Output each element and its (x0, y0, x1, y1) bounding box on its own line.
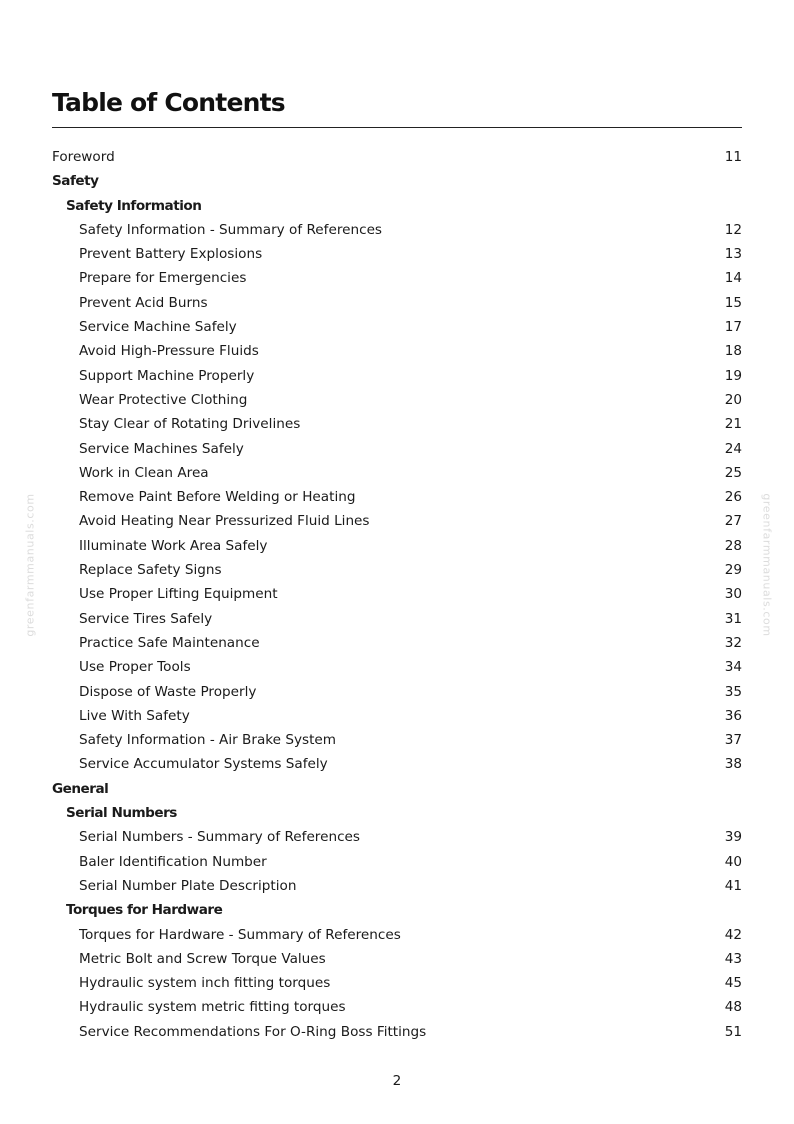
toc-subsection-heading[interactable] (52, 898, 742, 922)
toc-entry-title: Work in Clean Area (79, 464, 209, 481)
toc-entry-page: 31 (724, 610, 742, 627)
toc-entry-title: Service Machine Safely (79, 319, 237, 336)
toc-entry[interactable] (52, 509, 742, 533)
toc-entry-page: 12 (724, 221, 742, 238)
toc-section-heading[interactable] (52, 169, 742, 193)
toc-entry[interactable] (52, 485, 742, 509)
toc-entry-title: Prepare for Emergencies (79, 270, 247, 287)
toc-entry[interactable] (52, 315, 742, 339)
toc-entry[interactable] (52, 607, 742, 631)
toc-entry-page: 24 (724, 440, 742, 457)
toc-entry[interactable] (52, 971, 742, 995)
toc-entry-title: Support Machine Properly (79, 367, 255, 384)
toc-entry[interactable] (52, 728, 742, 752)
toc-entry[interactable] (52, 704, 742, 728)
toc-entry[interactable] (52, 923, 742, 947)
toc-entry-page: 14 (724, 270, 742, 287)
toc-entry-title: Prevent Acid Burns (79, 294, 208, 311)
toc-entry-page: 25 (724, 464, 742, 481)
toc-entry-title: Live With Safety (79, 707, 190, 724)
toc-entry-title: Safety Information (66, 197, 202, 214)
toc-entry-title: Use Proper Tools (79, 659, 191, 676)
table-of-contents (52, 145, 742, 1044)
toc-entry[interactable] (52, 534, 742, 558)
toc-entry[interactable] (52, 752, 742, 776)
toc-entry-title: Stay Clear of Rotating Drivelines (79, 416, 301, 433)
toc-entry[interactable] (52, 437, 742, 461)
toc-entry[interactable] (52, 558, 742, 582)
toc-entry-title: Torques for Hardware - Summary of References (79, 926, 401, 943)
toc-entry-page: 29 (724, 562, 742, 579)
toc-entry-title: Service Tires Safely (79, 610, 213, 627)
toc-entry-title: Dispose of Waste Properly (79, 683, 257, 700)
toc-entry[interactable] (52, 850, 742, 874)
toc-entry-page: 40 (724, 853, 742, 870)
toc-entry-page: 15 (724, 294, 742, 311)
toc-entry-page: 45 (724, 975, 742, 992)
toc-entry-title: Serial Number Plate Description (79, 877, 297, 894)
toc-entry[interactable] (52, 582, 742, 606)
toc-entry-title: Serial Numbers (66, 805, 177, 822)
toc-entry[interactable] (52, 947, 742, 971)
toc-entry-page: 21 (724, 416, 742, 433)
toc-entry-page: 38 (724, 756, 742, 773)
toc-entry[interactable] (52, 145, 742, 169)
toc-entry-title: General (52, 780, 109, 797)
toc-entry[interactable] (52, 339, 742, 363)
toc-entry[interactable] (52, 388, 742, 412)
toc-entry-title: Safety (52, 173, 99, 190)
toc-entry-title: Practice Safe Maintenance (79, 634, 260, 651)
toc-entry[interactable] (52, 364, 742, 388)
toc-entry-page: 17 (724, 319, 742, 336)
toc-entry-page: 11 (724, 149, 742, 165)
toc-entry-title: Baler Identification Number (79, 853, 267, 870)
page-title: Table of Contents (52, 88, 285, 117)
toc-entry-title: Foreword (52, 149, 115, 165)
toc-entry-title: Safety Information - Air Brake System (79, 732, 337, 749)
toc-entry-page: 26 (724, 489, 742, 506)
toc-entry-title: Use Proper Lifting Equipment (79, 586, 278, 603)
toc-entry-title: Replace Safety Signs (79, 562, 222, 579)
toc-entry-page: 48 (724, 999, 742, 1016)
toc-entry[interactable] (52, 874, 742, 898)
toc-entry[interactable] (52, 291, 742, 315)
toc-entry-title: Remove Paint Before Welding or Heating (79, 489, 356, 506)
toc-entry-title: Service Accumulator Systems Safely (79, 756, 328, 773)
toc-entry-title: Avoid Heating Near Pressurized Fluid Lines (79, 513, 370, 530)
toc-entry-title: Hydraulic system metric fitting torques (79, 999, 346, 1016)
toc-entry-title: Service Machines Safely (79, 440, 244, 457)
toc-entry-page: 30 (724, 586, 742, 603)
toc-entry-title: Avoid High-Pressure Fluids (79, 343, 259, 360)
toc-entry-title: Prevent Battery Explosions (79, 246, 263, 263)
toc-entry-page: 13 (724, 246, 742, 263)
toc-entry[interactable] (52, 995, 742, 1019)
toc-entry-page: 43 (724, 950, 742, 967)
toc-entry[interactable] (52, 412, 742, 436)
toc-subsection-heading[interactable] (52, 801, 742, 825)
toc-subsection-heading[interactable] (52, 194, 742, 218)
toc-entry-page: 32 (724, 634, 742, 651)
title-divider (52, 127, 742, 128)
toc-entry[interactable] (52, 680, 742, 704)
toc-entry[interactable] (52, 631, 742, 655)
toc-entry-page: 27 (724, 513, 742, 530)
toc-entry-title: Metric Bolt and Screw Torque Values (79, 950, 326, 967)
toc-entry-title: Serial Numbers - Summary of References (79, 829, 360, 846)
toc-entry-page: 34 (724, 659, 742, 676)
toc-entry-page: 39 (724, 829, 742, 846)
toc-entry-page: 41 (724, 877, 742, 894)
toc-entry-page: 42 (724, 926, 742, 943)
toc-entry-page: 28 (724, 537, 742, 554)
watermark-left: greenfarmmanuals.com (23, 493, 37, 637)
toc-entry[interactable] (52, 242, 742, 266)
toc-entry-title: Safety Information - Summary of References (79, 221, 383, 238)
toc-section-heading[interactable] (52, 777, 742, 801)
toc-entry-page: 51 (724, 1023, 742, 1040)
toc-entry-page: 20 (724, 391, 742, 408)
toc-entry[interactable] (52, 655, 742, 679)
toc-entry-page: 19 (724, 367, 742, 384)
toc-entry[interactable] (52, 266, 742, 290)
toc-entry-title: Torques for Hardware (66, 902, 223, 919)
toc-entry[interactable] (52, 461, 742, 485)
page-number: 2 (392, 1073, 402, 1089)
toc-entry-title: Illuminate Work Area Safely (79, 537, 268, 554)
toc-entry-title: Wear Protective Clothing (79, 391, 248, 408)
toc-entry-page: 37 (724, 732, 742, 749)
toc-entry-title: Service Recommendations For O-Ring Boss Fittings (79, 1023, 427, 1040)
watermark-right: greenfarmmanuals.com (760, 493, 774, 637)
toc-entry[interactable] (52, 825, 742, 849)
toc-entry[interactable] (52, 218, 742, 242)
toc-entry-page: 35 (724, 683, 742, 700)
toc-entry-title: Hydraulic system inch fitting torques (79, 975, 331, 992)
toc-entry-page: 36 (724, 707, 742, 724)
toc-entry-page: 18 (724, 343, 742, 360)
toc-entry[interactable] (52, 1020, 742, 1044)
